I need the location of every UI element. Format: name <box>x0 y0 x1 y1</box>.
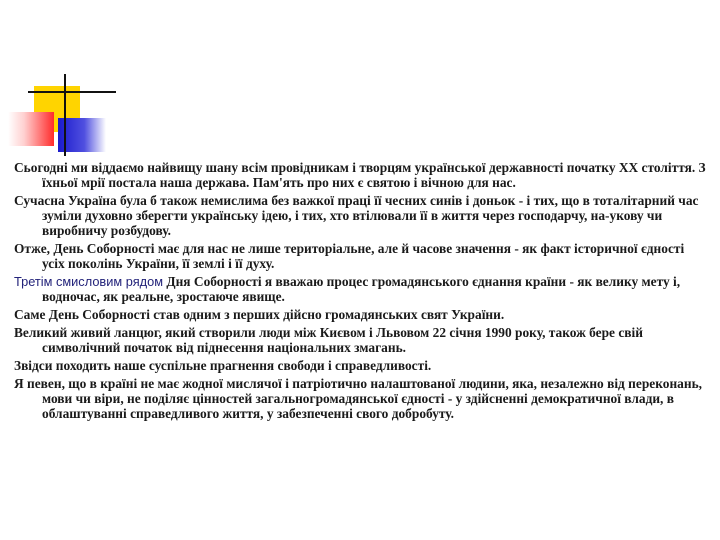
paragraph-text: Я певен, що в країні не має жодної мислячої і патріотично налаштованої людини, яка, незалежно від переконань, мови чи віри, не поділяє цінностей загальногромадянської єдності - у здійсненні демократичної влади, в облаштуванні справедливого життя, у забезпеченні свого добробуту. <box>14 376 703 421</box>
paragraph <box>14 274 708 304</box>
paragraph-text: Дня Соборності я вважаю процес громадянського єднання країни - як велику мету і, водночас, як реальне, зростаюче явище. <box>42 274 681 304</box>
paragraph <box>14 241 708 271</box>
paragraph <box>14 193 708 238</box>
paragraph-text: Отже, День Соборності має для нас не лише територіальне, але й часове значення - як факт історичної єдності усіх поколінь України, її землі і її духу. <box>14 241 685 271</box>
paragraph <box>14 358 708 373</box>
text-body <box>14 160 708 424</box>
paragraph-accent: Третім смисловим рядом <box>14 274 164 289</box>
paragraph-text: Сучасна Україна була б також немислима без важкої праці її чесних синів і доньок - і тих, що в тоталітарний час зуміли духовно зберегти українську ідею, і тих, хто втілювали її в життя через господарчу, на-укову чи виробничу розбудову. <box>14 193 699 238</box>
paragraph-text: Звідси походить наше суспільне прагнення свободи і справедливості. <box>14 358 432 373</box>
paragraph <box>14 325 708 355</box>
red-gradient-block <box>8 112 54 146</box>
slide-decoration <box>0 0 120 160</box>
paragraph-text: Саме День Соборності став одним з перших дійсно громадянських свят України. <box>14 307 505 322</box>
paragraph-text: Сьогодні ми віддаємо найвищу шану всім провідникам і творцям української державності початку ХХ століття. З їхньої мрії постала наша держава. Пам'ять про них є святою і вічною для нас. <box>14 160 706 190</box>
paragraph <box>14 160 708 190</box>
paragraph-text: Великий живий ланцюг, який створили люди між Києвом і Львовом 22 січня 1990 року, також бере свій символічний початок від піднесення національних змагань. <box>14 325 643 355</box>
paragraph <box>14 307 708 322</box>
horizontal-line <box>28 91 116 93</box>
paragraph <box>14 376 708 421</box>
vertical-line <box>64 74 66 156</box>
